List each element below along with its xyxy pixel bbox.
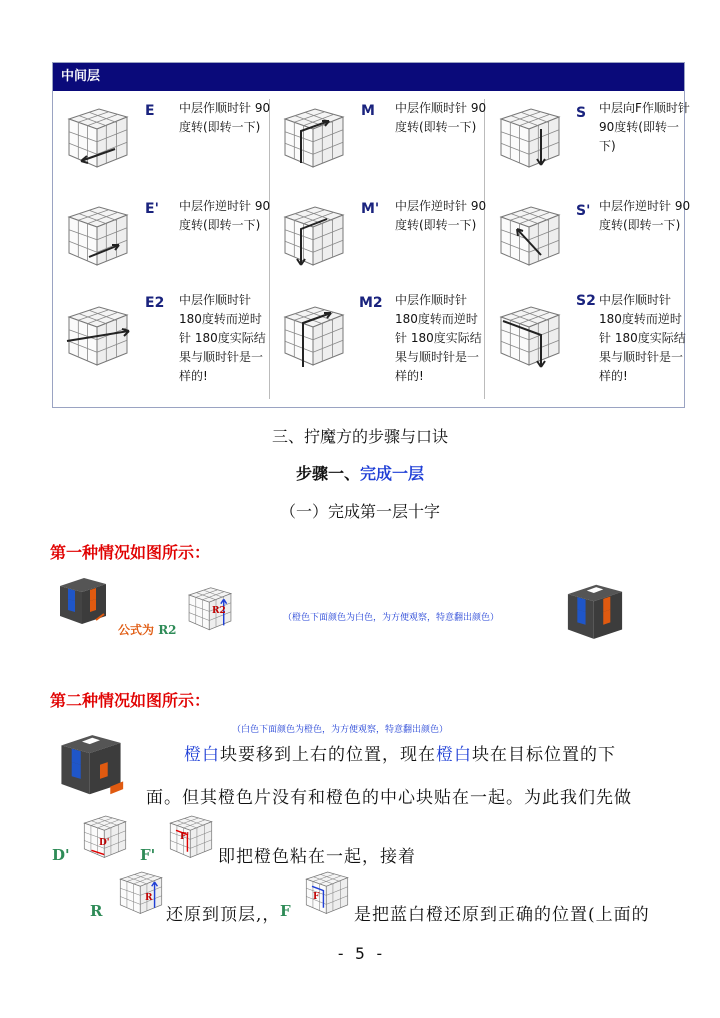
move-description: 中层作顺时针 90度转(即转一下) bbox=[395, 101, 487, 134]
case2-paragraph-line2: 面。但其橙色片没有和橙色的中心块贴在一起。为此我们先做 bbox=[146, 788, 632, 808]
formula-prefix: 公式为 bbox=[118, 623, 155, 637]
orange-white-text: 橙白 bbox=[436, 745, 472, 765]
move-d-prime: D' bbox=[52, 846, 70, 864]
cube-s2-icon bbox=[495, 295, 565, 375]
sub-title: （一）完成第一层十字 bbox=[279, 502, 440, 521]
move-description: 中层作逆时针 90度转(即转一下) bbox=[395, 199, 487, 232]
move-code: S2 bbox=[576, 293, 596, 309]
case1-heading: 第一种情况如图所示： bbox=[50, 543, 211, 562]
move-f: F bbox=[280, 902, 291, 920]
case2-paragraph-line5: 是把蓝白橙还原到正确的位置(上面的 bbox=[354, 905, 650, 925]
cube-label-r2: R2 bbox=[212, 606, 226, 616]
r-cube-icon bbox=[116, 866, 166, 918]
move-description: 中层作顺时针 180度转而逆时针 180度实际结果与顺时针是一样的! bbox=[599, 293, 686, 383]
move-code: M2 bbox=[359, 295, 383, 311]
case1-result-cube-icon bbox=[562, 580, 628, 646]
cube-label-d-prime: D' bbox=[99, 838, 110, 848]
cube-m-prime-icon bbox=[279, 199, 349, 271]
cube-label-f-prime: F' bbox=[180, 832, 190, 842]
cube-m-icon bbox=[279, 101, 349, 173]
case1-r2-cube-icon bbox=[184, 582, 236, 634]
move-code: E2 bbox=[145, 295, 165, 311]
f-prime-cube-icon bbox=[166, 810, 216, 862]
case2-heading: 第二种情况如图所示： bbox=[50, 691, 211, 710]
case2-paragraph-line3: 即把橙色粘在一起，接着 bbox=[218, 847, 416, 867]
cube-s-prime-icon bbox=[495, 199, 565, 271]
middle-layer-moves-table bbox=[52, 62, 691, 408]
step-prefix: 步骤一、 bbox=[295, 464, 360, 483]
cube-s-icon bbox=[495, 101, 565, 173]
orange-white-text: 橙白 bbox=[184, 745, 220, 765]
move-description: 中层向F作顺时针 90度转(即转一下) bbox=[599, 101, 690, 153]
case1-start-cube-icon bbox=[56, 574, 110, 630]
cube-e2-icon bbox=[63, 295, 133, 375]
move-code: E bbox=[145, 103, 155, 119]
move-description: 中层作逆时针 90度转(即转一下) bbox=[599, 199, 691, 232]
case1-formula bbox=[118, 621, 177, 638]
move-r: R bbox=[90, 902, 103, 920]
formula-move: R2 bbox=[158, 623, 177, 637]
move-description: 中层作顺时针 180度转而逆时针 180度实际结果与顺时针是一样的! bbox=[179, 293, 266, 383]
move-code: S bbox=[576, 105, 587, 121]
step-name: 完成一层 bbox=[360, 464, 425, 483]
page-number: - 5 - bbox=[335, 944, 385, 963]
cube-m2-icon bbox=[279, 295, 349, 375]
d-prime-cube-icon bbox=[80, 810, 130, 862]
move-code: S' bbox=[576, 203, 591, 219]
cube-e-icon bbox=[63, 101, 133, 173]
cube-label-r: R bbox=[145, 893, 153, 903]
cube-label-f: F bbox=[313, 892, 320, 902]
cube-e-prime-icon bbox=[63, 199, 133, 271]
text-span: 块要移到上右的位置，现在 bbox=[220, 745, 436, 765]
f-cube-icon bbox=[302, 866, 352, 918]
move-f-prime: F' bbox=[140, 846, 156, 864]
case2-paragraph-line1 bbox=[184, 740, 616, 765]
move-code: M bbox=[361, 103, 375, 119]
section-title: 三、拧魔方的步骤与口诀 bbox=[271, 427, 448, 446]
move-description: 中层作顺时针 180度转而逆时针 180度实际结果与顺时针是一样的! bbox=[395, 293, 482, 383]
step-title bbox=[0, 461, 720, 484]
case2-paragraph-line4: 还原到顶层,， bbox=[166, 905, 281, 925]
move-description: 中层作顺时针 90 度转(即转一下) bbox=[179, 101, 271, 134]
case2-note: （白色下面颜色为橙色，为方便观察，特意翻出颜色） bbox=[232, 725, 449, 735]
table-header: 中间层 bbox=[53, 63, 684, 91]
case2-cube-icon bbox=[56, 730, 126, 802]
move-description: 中层作逆时针 90度转(即转一下) bbox=[179, 199, 271, 232]
move-code: E' bbox=[145, 201, 159, 217]
text-span: 块在目标位置的下 bbox=[472, 745, 616, 765]
move-code: M' bbox=[361, 201, 380, 217]
case1-note: （橙色下面颜色为白色，为方便观察，特意翻出颜色） bbox=[283, 613, 500, 623]
